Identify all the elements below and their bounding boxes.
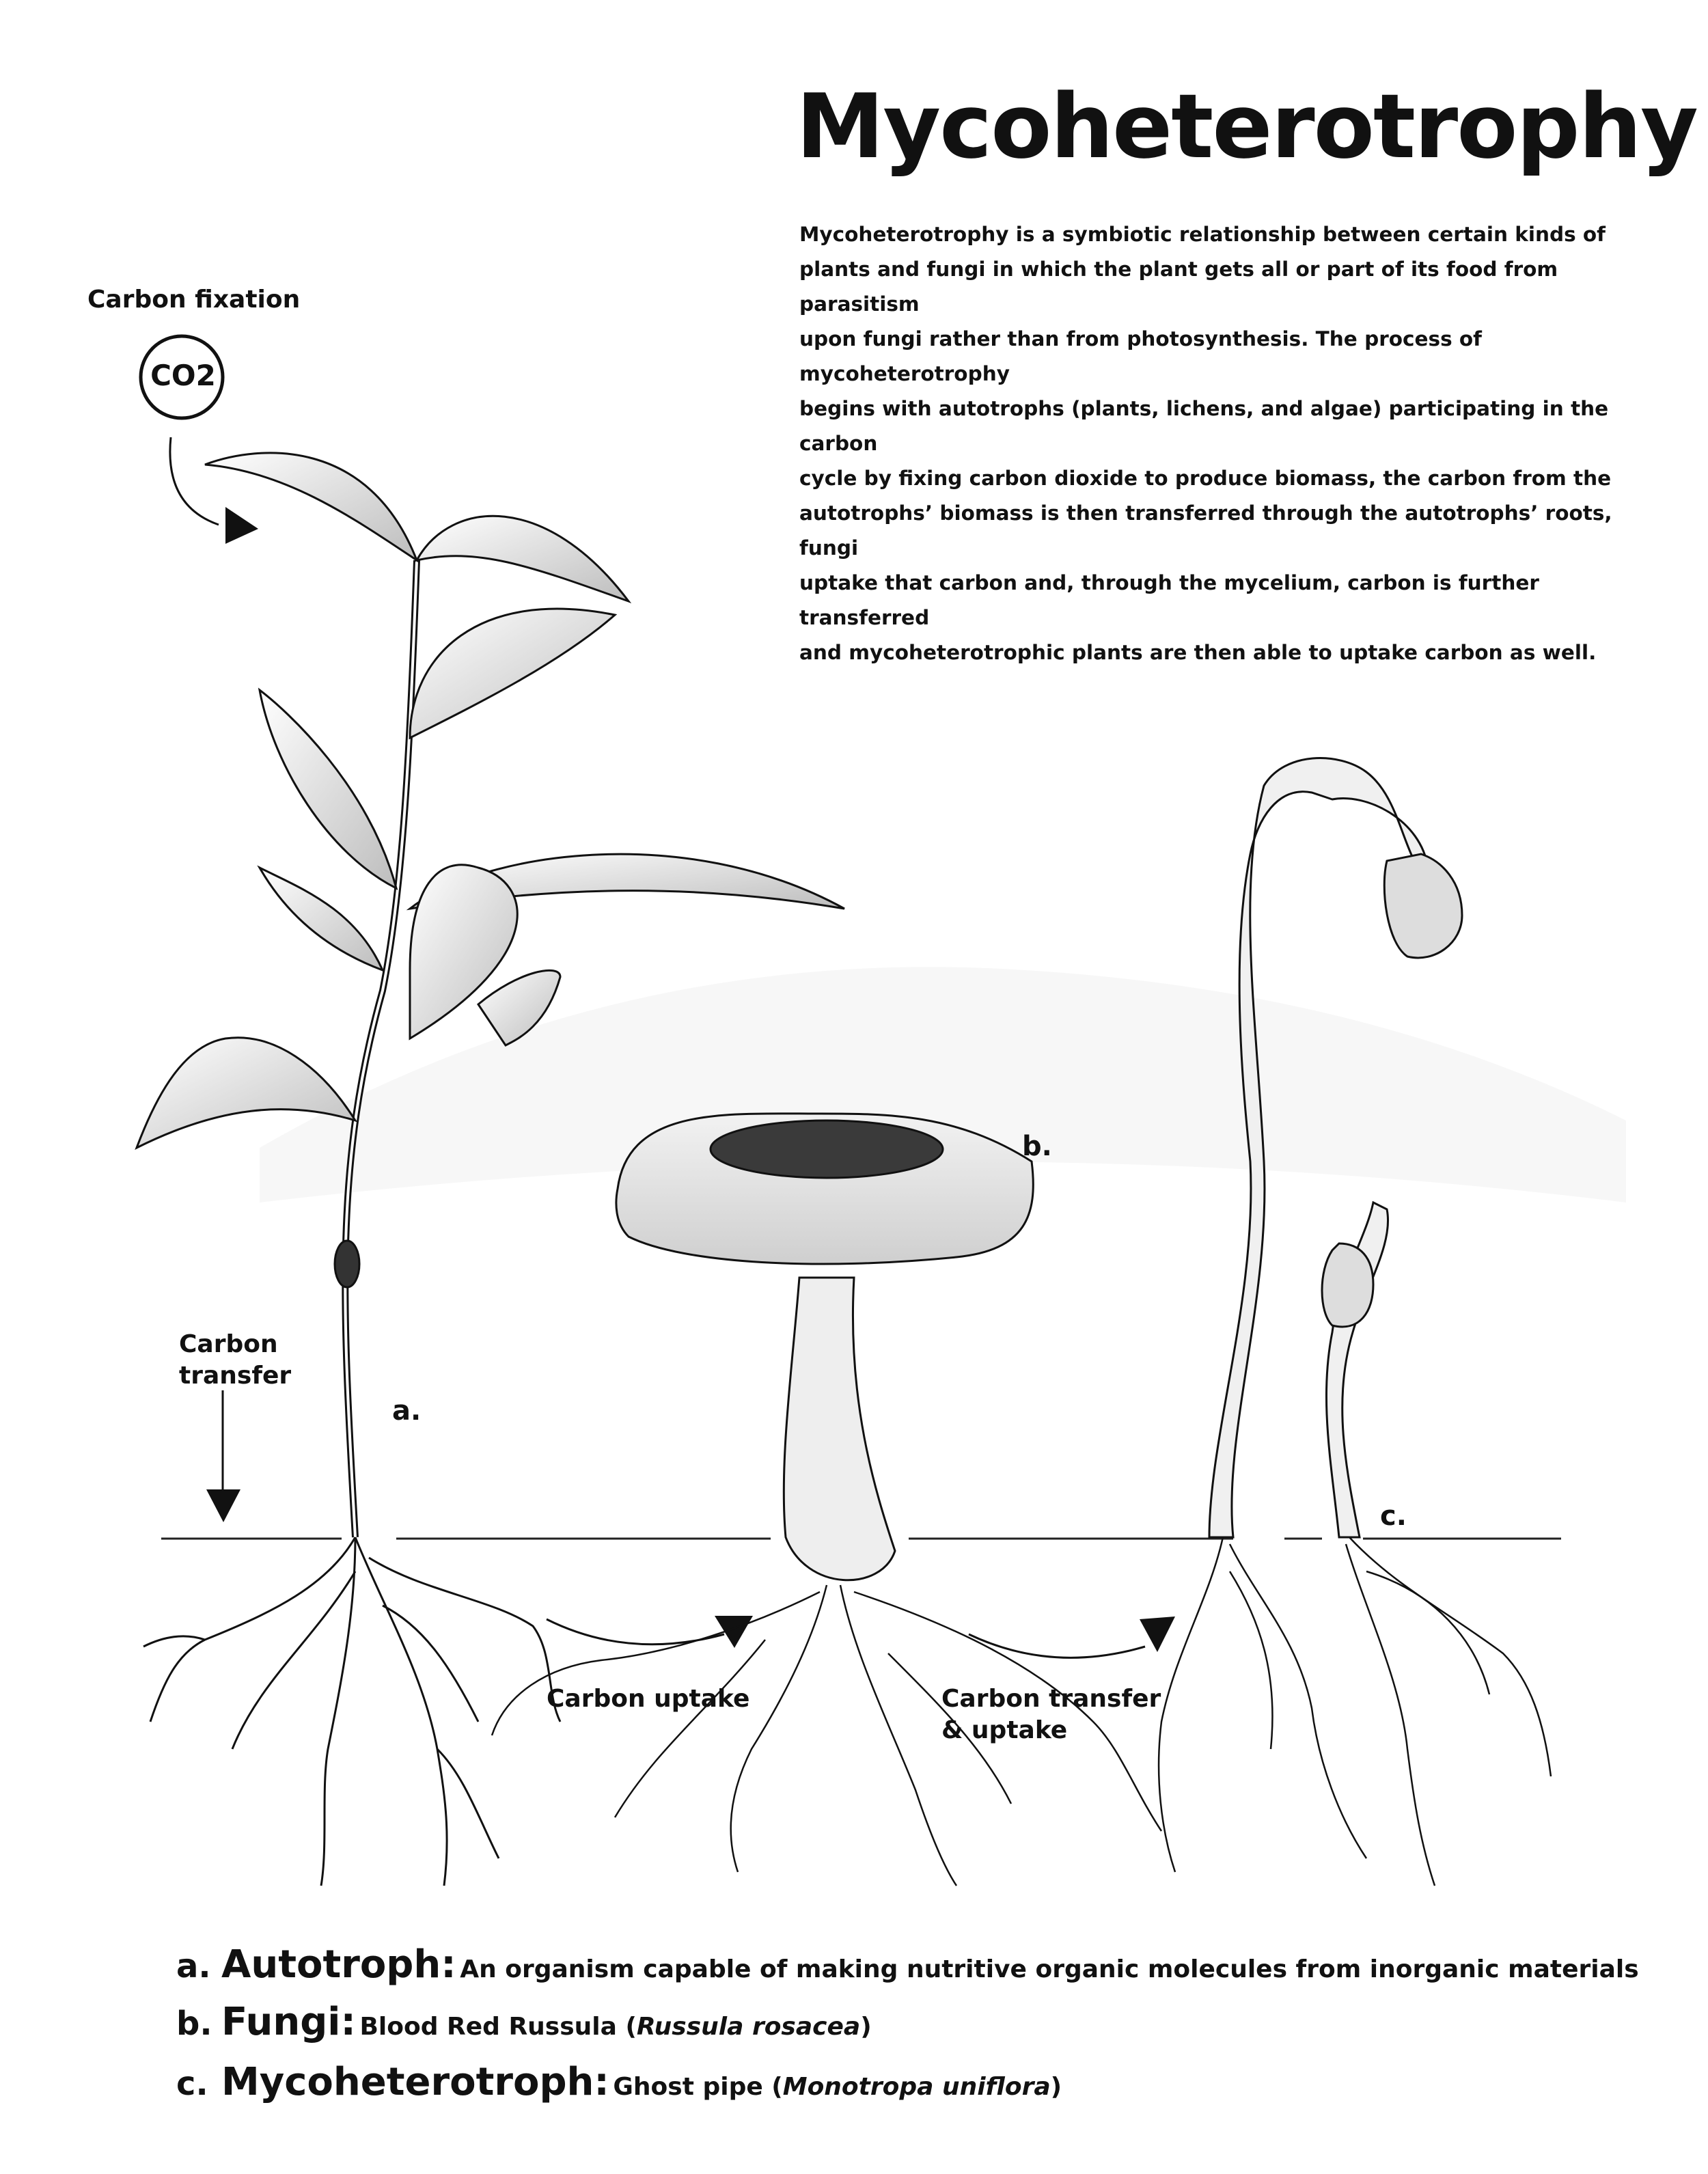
scientific-name: Russula rosacea — [636, 2013, 861, 2041]
carbon-transfer-uptake-label — [941, 1683, 1161, 1746]
transfer-uptake-arrow-line — [969, 1634, 1145, 1657]
legend-letter: c. — [176, 2065, 208, 2103]
intro-line: upon fungi rather than from photosynthesis. The process of mycoheterotrophy — [799, 327, 1482, 385]
marker-c: c. — [1380, 1500, 1407, 1532]
legend-definition: An organism capable of making nutritive organic molecules from inorganic materials — [460, 1955, 1639, 1983]
intro-line: autotrophs’ biomass is then transferred through the autotrophs’ roots, fungi — [799, 501, 1612, 560]
legend-definition: Blood Red Russula (Russula rosacea) — [359, 2013, 872, 2041]
fixation-arrowhead — [225, 507, 258, 544]
mushroom — [492, 1114, 1161, 1886]
legend-definition: Ghost pipe (Monotropa uniflora) — [613, 2073, 1062, 2101]
intro-line: uptake that carbon and, through the mycelium, carbon is further transferred — [799, 571, 1539, 629]
transfer-uptake-line2: & uptake — [941, 1716, 1068, 1744]
carbon-uptake-label: Carbon uptake — [547, 1685, 750, 1713]
legend-item-mycoheterotroph — [176, 2060, 1062, 2104]
intro-line: and mycoheterotrophic plants are then able to uptake carbon as well. — [799, 641, 1597, 664]
intro-line: begins with autotrophs (plants, lichens, and algae) participating in the carbon — [799, 397, 1609, 455]
legend-term: Autotroph: — [221, 1942, 456, 1987]
legend-item-fungi — [176, 2000, 872, 2044]
carbon-fixation-label: Carbon fixation — [87, 286, 301, 314]
marker-b: b. — [1022, 1131, 1052, 1162]
page-title: Mycoheterotrophy — [796, 74, 1697, 178]
co2-label: CO2 — [150, 359, 216, 392]
fixation-arrow-line — [170, 437, 219, 525]
legend-letter: b. — [176, 2005, 212, 2043]
ghost-pipe — [1159, 758, 1551, 1886]
transfer-arrowhead — [206, 1489, 240, 1522]
marker-a: a. — [392, 1395, 422, 1427]
intro-line: Mycoheterotrophy is a symbiotic relationship between certain kinds of — [799, 223, 1606, 246]
intro-line: cycle by fixing carbon dioxide to produce biomass, the carbon from the — [799, 467, 1612, 490]
legend-term: Fungi: — [221, 2000, 356, 2044]
uptake-arrowhead — [715, 1616, 753, 1648]
scientific-name: Monotropa uniflora — [782, 2073, 1051, 2101]
intro-paragraph — [799, 217, 1653, 670]
intro-line: plants and fungi in which the plant gets all or part of its food from parasitism — [799, 258, 1558, 316]
legend-letter: a. — [176, 1947, 211, 1985]
carbon-transfer-label — [179, 1329, 291, 1392]
legend-item-autotroph — [176, 1942, 1639, 1987]
carbon-transfer-line1: Carbon — [179, 1330, 278, 1358]
transfer-uptake-line1: Carbon transfer — [941, 1685, 1161, 1713]
legend-term: Mycoheterotroph: — [221, 2060, 609, 2104]
carbon-transfer-line2: transfer — [179, 1362, 292, 1390]
